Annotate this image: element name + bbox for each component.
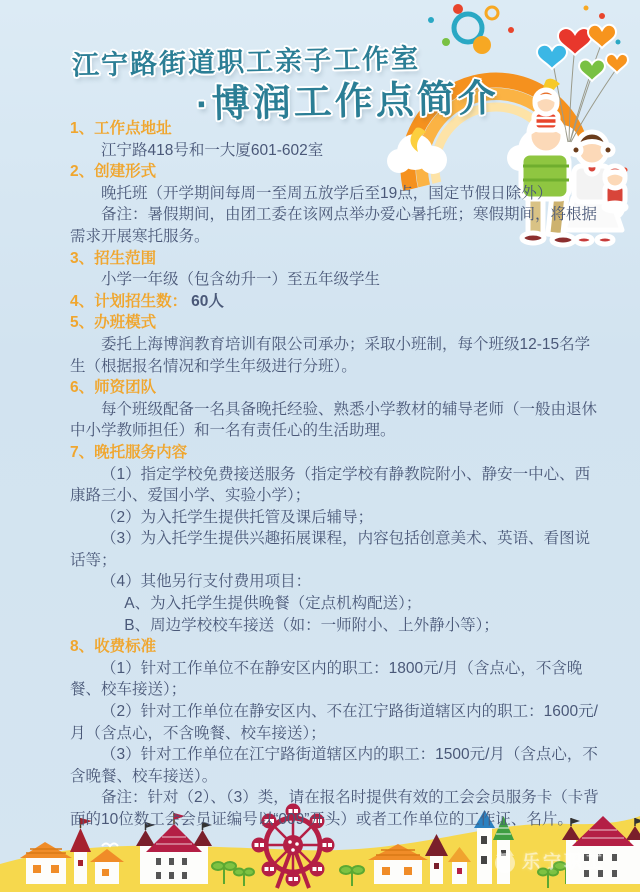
section-heading: 1、工作点地址 [70,120,172,137]
section-program-format [70,161,604,247]
section-enrollment-scope [70,248,604,291]
section-paragraph: 江宁路418号和一大厦601-602室 [101,141,324,159]
section-planned-enrollment [70,291,604,313]
section-list-item: （3）针对工作单位在江宁路街道辖区内的职工：1500元/月（含点心，不含晚餐、校车接送）。 [70,746,598,785]
section-list-item: （2）针对工作单位在静安区内、不在江宁路街道辖区内的职工：1600元/月（含点心，不含晚餐、校车接送）； [70,703,598,742]
poster-body [70,118,604,831]
section-paragraph: 备注：暑假期间，由团工委在该网点举办爱心暑托班；寒假期间，将根据需求开展寒托服务。 [70,206,598,245]
section-teaching-team [70,377,604,442]
section-heading: 8、收费标准 [70,638,157,656]
section-list-item: （1）针对工作单位不在静安区内的职工：1800元/月（含点心，不含晚餐、校车接送）； [70,659,583,699]
watermark [492,848,606,874]
poster-title-line1: 江宁路街道职工亲子工作室 [71,43,421,81]
section-heading: 3、招生范围 [70,249,157,267]
house-icon [20,842,72,884]
section-class-model [70,312,604,377]
section-sublist-item: A、为入托学生提供晚餐（定点机构配送）； [124,595,422,613]
section-heading: 5、办班模式 [70,314,157,332]
section-inline-value: 60人 [191,292,224,310]
watermark-cat-icon [492,848,518,874]
section-paragraph: 委托上海博润教育培训有限公司承办；采取小班制，每个班级12-15名学生（根据报名情况和学生年级进行分班）。 [70,335,591,375]
section-heading: 2、创建形式 [70,163,157,181]
section-sublist-item: B、周边学校校车接送（如：一师附小、上外静小等）； [124,616,499,634]
section-paragraph: 晚托班（开学期间每周一至周五放学后至19点，国定节假日除外） [101,184,553,202]
section-list-item: （3）为入托学生提供兴趣拓展课程，内容包括创意美术、英语、看图说话等； [70,530,591,569]
section-paragraph: 备注：针对（2）、（3）类，请在报名时提供有效的工会会员服务卡（卡背面的10位数工会会员证编号以“009”开头）或者工作单位的工作证、名片。 [70,789,599,828]
watermark-text: 乐宁职工 [522,852,606,872]
section-list-item: （2）为入托学生提供托管及课后辅导； [101,508,374,526]
section-heading: 6、师资团队 [70,379,157,397]
section-paragraph: 小学一年级（包含幼升一）至五年级学生 [101,271,381,289]
section-fee-standard [70,636,604,830]
section-list-item: （1）指定学校免费接送服务（指定学校有静教院附小、静安一中心、西康路三小、爱国小学、实验小学）； [70,465,591,505]
section-list-item: （4）其他另行支付费用项目： [101,573,312,591]
section-paragraph: 每个班级配备一名具备晚托经验、熟悉小学教材的辅导老师（一般由退休中小学教师担任）和一名有责任心的生活助理。 [70,400,598,440]
section-service-content [70,442,604,636]
poster-title-line2: ·博润工作点简介 [195,77,500,127]
section-heading: 7、晚托服务内容 [70,443,188,461]
bird-icon [102,844,118,847]
section-heading: 4、计划招生数： [70,292,188,310]
